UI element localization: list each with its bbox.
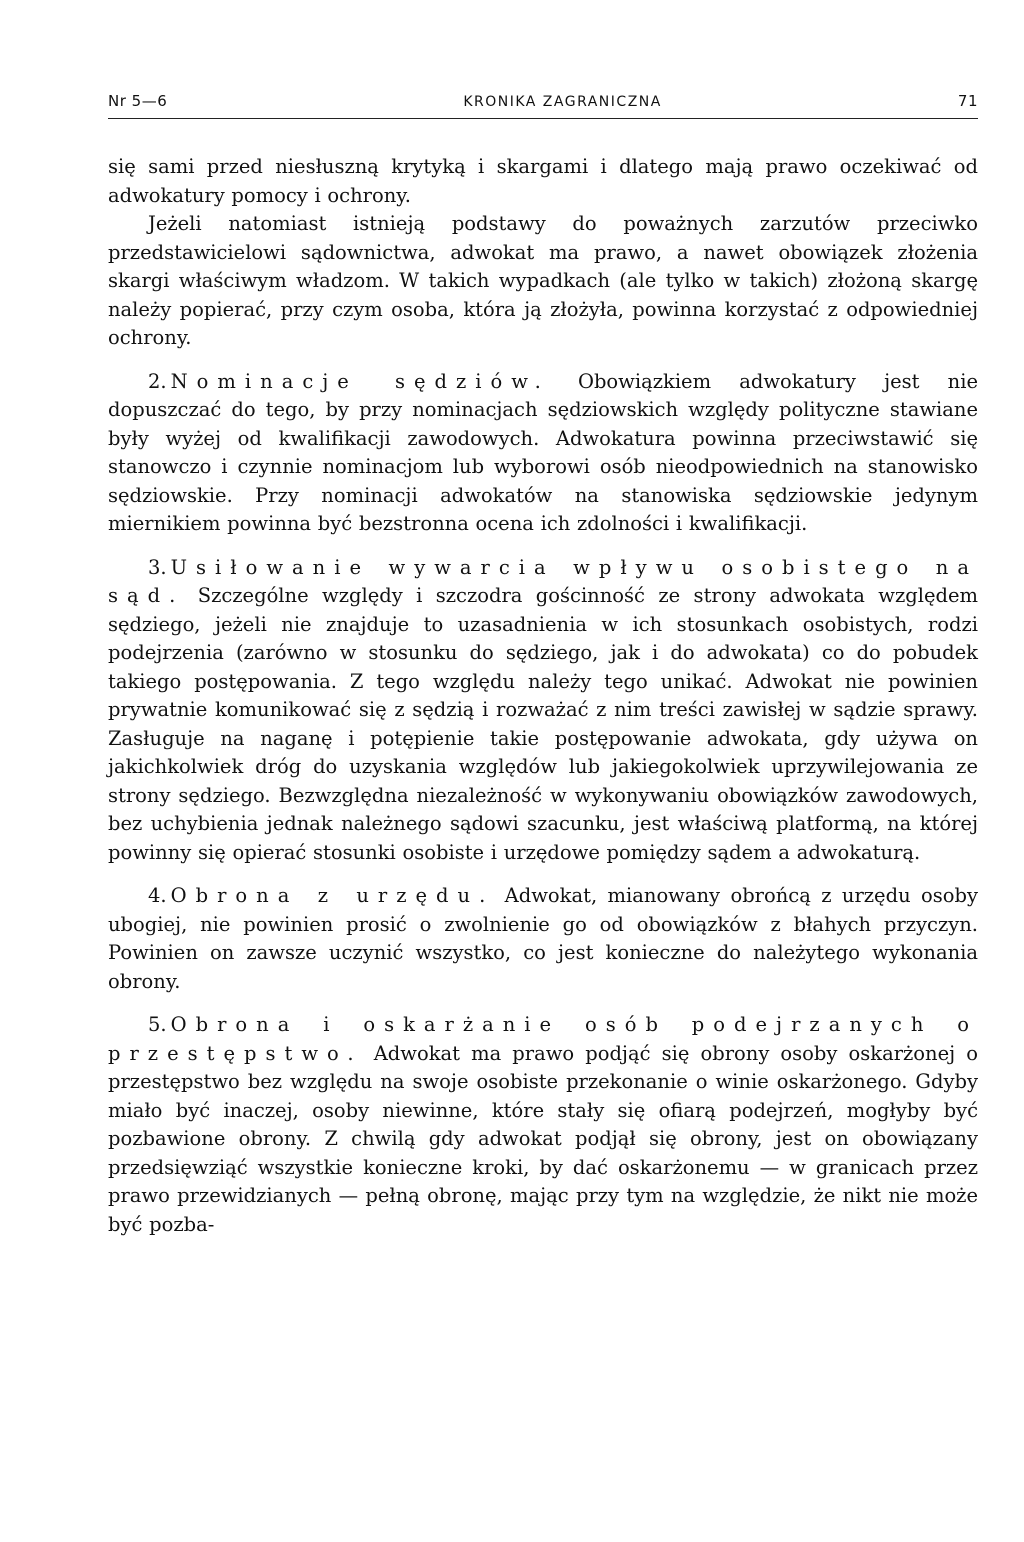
section-heading: Usiłowanie wywarcia wpływu osobistego na sąd. xyxy=(108,555,978,607)
section-number: 5. xyxy=(148,1013,167,1036)
section-heading: Nominacje sędziów. xyxy=(170,369,550,393)
issue-number: Nr 5—6 xyxy=(108,92,168,110)
running-header xyxy=(108,92,978,119)
section-body: Adwokat, mianowany obrońcą z urzędu osoby ubogiej, nie powinien prosić o zwolnienie go od obowiązków z błahych przyczyn. Powinien on zawsze uczynić wszystko, co jest konieczne do należytego wykonania obrony. xyxy=(108,884,978,993)
section-4-court-appointed-defence xyxy=(108,882,978,996)
section-number: 4. xyxy=(148,884,167,907)
page-number: 71 xyxy=(957,92,978,110)
intro-paragraph-continued: się sami przed niesłuszną krytyką i skargami i dlatego mają prawo oczekiwać od adwokatury pomocy i ochrony. xyxy=(108,155,978,207)
section-number: 3. xyxy=(148,555,167,579)
section-body: Szczególne względy i szczodra gościnność ze strony adwokata względem sędziego, jeżeli nie znajduje to uzasadnienia w ich stosunkach osobistych, rodzi podejrzenia (zarówno w stosunku do sędziego, jak i do adwokata) co do pobudek takiego postępowania. Z tego względu należy tego unikać. Adwokat nie powinien prywatnie komunikować się z sędzią i rozważać z nim treści zawisłej w sądzie sprawy. Zasługuje na naganę i potępienie takie postępowanie adwokata, gdy używa on jakichkolwiek dróg do uzyskania względów lub jakiegokolwiek uprzywilejowania ze strony sędziego. Bezwzględna niezależność w wykonywaniu obowiązków zawodowych, bez uchybienia jednak należnego sądowi szacunku, jest właściwą platformą, na której powinny się opierać stosunki osobiste i urzędowe pomiędzy sądem a adwokaturą. xyxy=(108,584,978,864)
section-2-nominations xyxy=(108,368,978,539)
section-body: Obowiązkiem adwokatury jest nie dopuszczać do tego, by przy nominacjach sędziowskich względy polityczne stawiane były wyżej od kwalifikacji zawodowych. Adwokatura powinna przeciwstawić się stanowczo i czynnie nominacjom lub wyborowi osób nieodpowiednich na stanowisko sędziowskie. Przy nominacji adwokatów na stanowiska sędziowskie jedynym miernikiem powinna być bezstronna ocena ich zdolności i kwalifikacji. xyxy=(108,369,978,535)
section-3-influence xyxy=(108,554,978,868)
section-heading: Obrona z urzędu. xyxy=(170,884,495,907)
section-number: 2. xyxy=(148,369,167,393)
section-5-defence-and-prosecution xyxy=(108,1011,978,1239)
section-heading: Obrona i oskarżanie osób podejrzanych o przestępstwo. xyxy=(108,1013,978,1065)
document-page xyxy=(108,92,978,1239)
section-body: Adwokat ma prawo podjąć się obrony osoby oskarżonej o przestępstwo bez względu na swoje osobiste przekonanie o winie oskarżonego. Gdyby miało być inaczej, osoby niewinne, które stały się ofiarą podejrzeń, mogłyby być pozbawione obrony. Z chwilą gdy adwokat podjął się obrony, jest on obowiązany przedsięwziąć wszystkie konieczne kroki, by dać oskarżonemu — w granicach przez prawo przewidzianych — pełną obronę, mając przy tym na względzie, że nikt nie może być pozba- xyxy=(108,1041,978,1236)
journal-section-title: KRONIKA ZAGRANICZNA xyxy=(463,94,662,110)
intro-paragraph-complaints: Jeżeli natomiast istnieją podstawy do poważnych zarzutów przeciwko przedstawicielowi sądownictwa, adwokat ma prawo, a nawet obowiązek złożenia skargi właściwym władzom. W takich wypadkach (ale tylko w takich) złożoną skargę należy popierać, przy czym osoba, która ją złożyła, powinna korzystać z odpowiedniej ochrony. xyxy=(108,212,978,349)
